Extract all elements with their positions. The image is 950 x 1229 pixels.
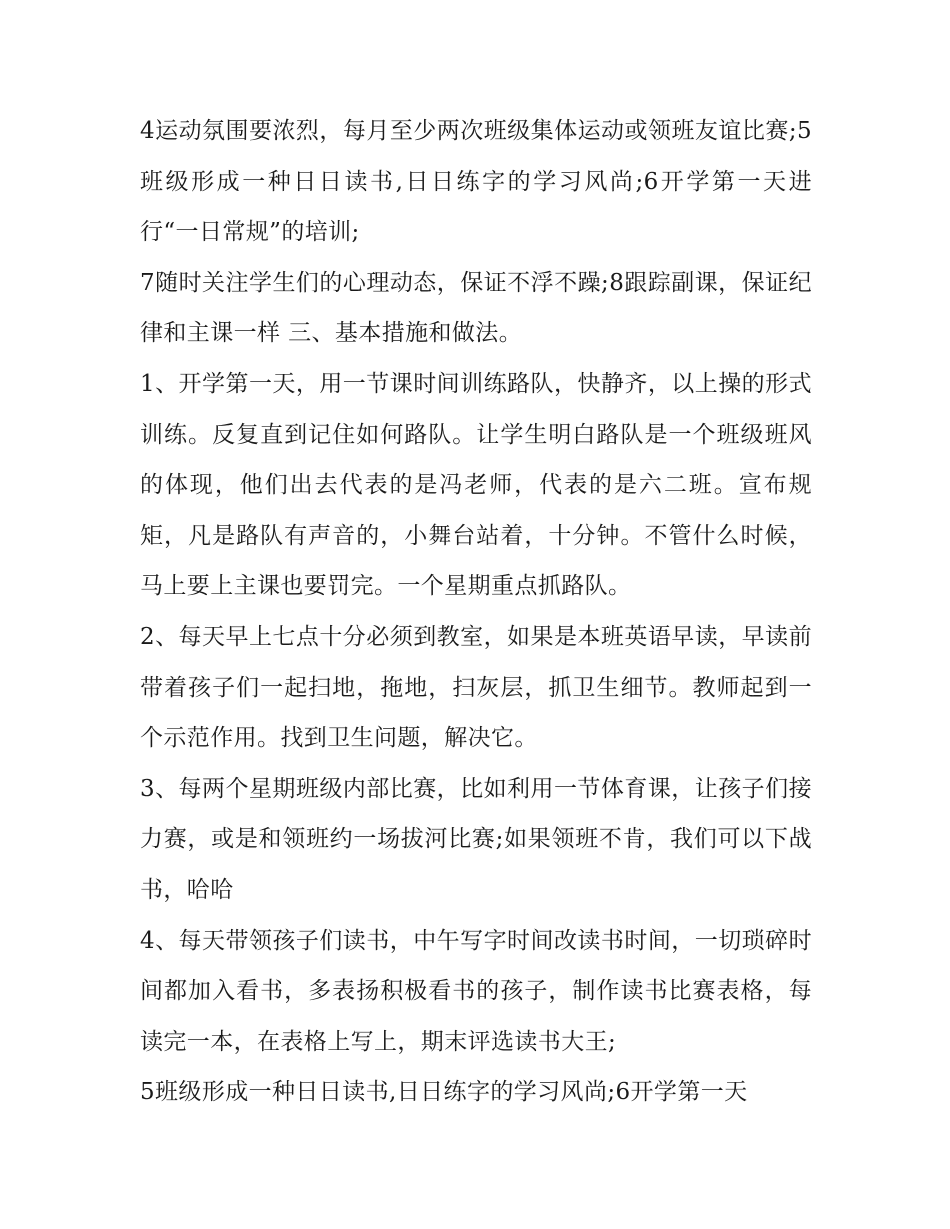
paragraph-measure-4-reading: 4、每天带领孩子们读书，中午写字时间改读书时间，一切琐碎时间都加入看书，多表扬积极看书的孩子，制作读书比赛表格，每读完一本，在表格上写上，期末评选读书大王;: [140, 927, 812, 1055]
document-body: [140, 106, 812, 1118]
paragraph-sports-atmosphere: 4运动氛围要浓烈，每月至少两次班级集体运动或领班友谊比赛;5班级形成一种日日读书,日日练字的学习风尚;6开学第一天进行“一日常规”的培训;: [140, 118, 812, 246]
paragraph-measure-5-study-style: 5班级形成一种日日读书,日日练字的学习风尚;6开学第一天: [140, 1079, 748, 1106]
paragraph-psychology-tracking: 7随时关注学生们的心理动态，保证不浮不躁;8跟踪副课，保证纪律和主课一样 三、基本措施和做法。: [140, 269, 812, 347]
paragraph-measure-2-cleaning: 2、每天早上七点十分必须到教室，如果是本班英语早读，早读前带着孩子们一起扫地，拖地，扫灰层，抓卫生细节。教师起到一个示范作用。找到卫生问题，解决它。: [140, 623, 812, 752]
paragraph-measure-1-line-up: 1、开学第一天，用一节课时间训练路队，快静齐，以上操的形式训练。反复直到记住如何路队。让学生明白路队是一个班级班风的体现，他们出去代表的是冯老师，代表的是六二班。宣布规矩，凡是路队有声音的，小舞台站着，十分钟。不管什么时候，马上要上主课也要罚完。一个星期重点抓路队。: [140, 370, 812, 600]
paragraph-measure-3-competition: 3、每两个星期班级内部比赛，比如利用一节体育课，让孩子们接力赛，或是和领班约一场拔河比赛;如果领班不肯，我们可以下战书，哈哈: [140, 775, 812, 903]
